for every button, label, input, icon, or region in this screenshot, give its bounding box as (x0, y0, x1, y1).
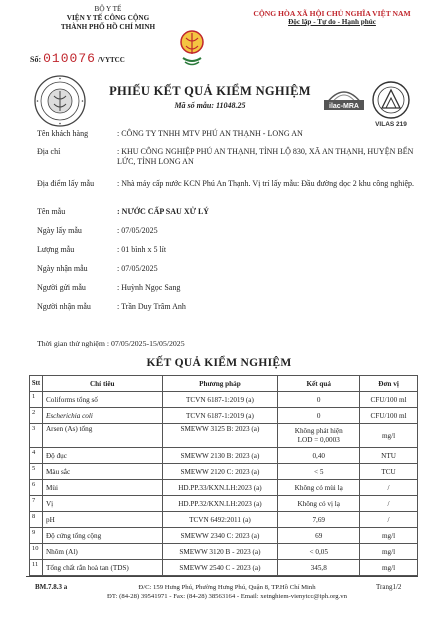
row-stt: 8 (30, 512, 43, 528)
sampling-date-value: : 07/05/2025 (117, 226, 158, 235)
row-result: 7,69 (278, 512, 360, 528)
row-method: TCVN 6187-1:2019 (a) (162, 408, 278, 424)
row-unit: / (360, 480, 418, 496)
institute-name-line2: THÀNH PHỐ HỒ CHÍ MINH (60, 23, 156, 31)
institute-seal-icon (33, 74, 87, 128)
column-header-stt: Stt (30, 376, 43, 392)
table-row (30, 480, 418, 496)
receive-date-label: Ngày nhận mẫu (37, 264, 88, 273)
address-value: : KHU CÔNG NGHIỆP PHÚ AN THẠNH, TỈNH LỘ 830, XÃ AN THẠNH, HUYỆN BẾN LỨC, TỈNH LONG AN (117, 147, 414, 166)
column-header-result: Kết quả (278, 376, 360, 392)
table-row (30, 560, 418, 576)
row-method: HD.PP.33/KXN.LH:2023 (a) (162, 480, 278, 496)
row-result: 345,8 (278, 560, 360, 576)
row-result: Không có mùi lạ (278, 480, 360, 496)
column-header-method: Phương pháp (162, 376, 278, 392)
row-unit: mg/l (360, 424, 418, 448)
row-method: SMEWW 2340 C: 2023 (a) (162, 528, 278, 544)
results-title: KẾT QUẢ KIỂM NGHIỆM (146, 357, 292, 369)
table-row (30, 544, 418, 560)
row-method: SMEWW 2120 C: 2023 (a) (162, 464, 278, 480)
table-row (30, 448, 418, 464)
table-row (30, 528, 418, 544)
table-row (30, 496, 418, 512)
row-parameter: Vị (42, 496, 162, 512)
document-number (30, 51, 125, 66)
row-unit: mg/l (360, 544, 418, 560)
footer-divider (26, 576, 418, 577)
customer-name-label: Tên khách hàng (37, 129, 89, 138)
footer-address: Đ/C: 159 Hưng Phú, Phường Hưng Phú, Quận 8, TP.Hồ Chí Minh (138, 584, 316, 591)
row-stt: 3 (30, 424, 43, 448)
footer-contact (82, 583, 372, 601)
row-result: Không có vị lạ (278, 496, 360, 512)
row-result: 0 (278, 392, 360, 408)
footer-phone-email: ĐT: (84-28) 39541971 - Fax: (84-28) 38563164 - Email: xetnghiem-vienytcc@iph.org.vn (107, 593, 347, 600)
row-unit: mg/l (360, 528, 418, 544)
row-method: SMEWW 3120 B - 2023 (a) (162, 544, 278, 560)
ilac-mra-logo-icon (322, 80, 366, 114)
row-method: SMEWW 2130 B: 2023 (a) (162, 448, 278, 464)
national-header (232, 9, 432, 27)
sample-name-value: : NƯỚC CẤP SAU XỬ LÝ (117, 207, 210, 216)
page-number: Trang1/2 (376, 583, 402, 591)
row-result: 0 (278, 408, 360, 424)
row-result: Không phát hiện LOD = 0,0003 (278, 424, 360, 448)
row-parameter: Arsen (As) tổng (42, 424, 162, 448)
row-unit: / (360, 512, 418, 528)
row-parameter: Tổng chất rắn hoà tan (TDS) (42, 560, 162, 576)
row-method: TCVN 6492:2011 (a) (162, 512, 278, 528)
form-code: BM.7.8.3 a (35, 583, 68, 591)
test-time: Thời gian thử nghiệm : 07/05/2025-15/05/2025 (37, 339, 185, 348)
row-stt: 5 (30, 464, 43, 480)
address-label: Địa chỉ (37, 147, 61, 156)
row-stt: 10 (30, 544, 43, 560)
row-stt: 2 (30, 408, 43, 424)
sampling-location-label: Địa điểm lấy mẫu (37, 179, 95, 188)
sample-quantity-label: Lượng mẫu (37, 245, 75, 254)
vilas-accreditation-logo-icon (368, 80, 414, 128)
receive-date-value: : 07/05/2025 (117, 264, 158, 273)
row-result: < 0,05 (278, 544, 360, 560)
sample-code: Mã số mẫu: 11048.25 (174, 101, 246, 110)
row-unit: CFU/100 ml (360, 392, 418, 408)
column-header-unit: Đơn vị (360, 376, 418, 392)
receiver-value: : Trần Duy Trâm Anh (117, 302, 186, 311)
ministry-name: BỘ Y TẾ (94, 5, 122, 13)
sender-label: Người gửi mẫu (37, 283, 86, 292)
row-parameter: Coliforms tổng số (42, 392, 162, 408)
row-result: 69 (278, 528, 360, 544)
report-title: PHIẾU KẾT QUẢ KIỂM NGHIỆM (109, 84, 311, 98)
row-unit: CFU/100 ml (360, 408, 418, 424)
row-unit: NTU (360, 448, 418, 464)
sender-value: : Huỳnh Ngọc Sang (117, 283, 181, 292)
sample-name-label: Tên mẫu (37, 207, 66, 216)
institute-header (28, 5, 188, 32)
row-parameter: Mùi (42, 480, 162, 496)
sampling-location-value: : Nhà máy cấp nước KCN Phú An Thạnh. Vị trí lấy mẫu: Đầu đường dọc 2 khu công nghiệp. (117, 179, 415, 188)
row-parameter: Độ đục (42, 448, 162, 464)
column-header-parameter: Chỉ tiêu (42, 376, 162, 392)
row-result: 0,40 (278, 448, 360, 464)
country-name: CỘNG HÒA XÃ HỘI CHỦ NGHĨA VIỆT NAM (253, 9, 411, 18)
results-table (29, 375, 418, 576)
document-number-label: Số: (30, 55, 42, 64)
national-motto: Độc lập - Tự do - Hạnh phúc (288, 18, 376, 26)
row-stt: 11 (30, 560, 43, 576)
table-header-row (30, 376, 418, 392)
table-row (30, 392, 418, 408)
receiver-label: Người nhận mẫu (37, 302, 91, 311)
row-method: TCVN 6187-1:2019 (a) (162, 392, 278, 408)
row-method: HD.PP.32/KXN.LH:2023 (a) (162, 496, 278, 512)
vilas-label: VILAS 219 (375, 121, 407, 128)
table-row (30, 408, 418, 424)
document-number-value: 010076 (43, 51, 96, 66)
row-parameter: Độ cứng tổng cộng (42, 528, 162, 544)
row-unit: TCU (360, 464, 418, 480)
row-method: SMEWW 2540 C - 2023 (a) (162, 560, 278, 576)
row-parameter: Nhôm (Al) (42, 544, 162, 560)
institute-logo-icon (177, 28, 207, 68)
ilac-mra-label: ilac-MRA (329, 103, 359, 110)
row-stt: 7 (30, 496, 43, 512)
document-number-suffix: /VYTCC (97, 56, 125, 64)
row-stt: 9 (30, 528, 43, 544)
row-stt: 1 (30, 392, 43, 408)
row-method: SMEWW 3125 B: 2023 (a) (162, 424, 278, 448)
row-unit: / (360, 496, 418, 512)
customer-name-value: : CÔNG TY TNHH MTV PHÚ AN THẠNH - LONG AN (117, 129, 303, 138)
table-row (30, 424, 418, 448)
table-row (30, 464, 418, 480)
row-unit: mg/l (360, 560, 418, 576)
table-row (30, 512, 418, 528)
institute-name-line1: VIỆN Y TẾ CÔNG CỘNG (66, 14, 150, 22)
row-stt: 6 (30, 480, 43, 496)
row-result: < 5 (278, 464, 360, 480)
sampling-date-label: Ngày lấy mẫu (37, 226, 82, 235)
row-parameter: Escherichia coli (42, 408, 162, 424)
row-parameter: pH (42, 512, 162, 528)
sample-quantity-value: : 01 bình x 5 lít (117, 245, 167, 254)
row-stt: 4 (30, 448, 43, 464)
row-parameter: Màu sắc (42, 464, 162, 480)
